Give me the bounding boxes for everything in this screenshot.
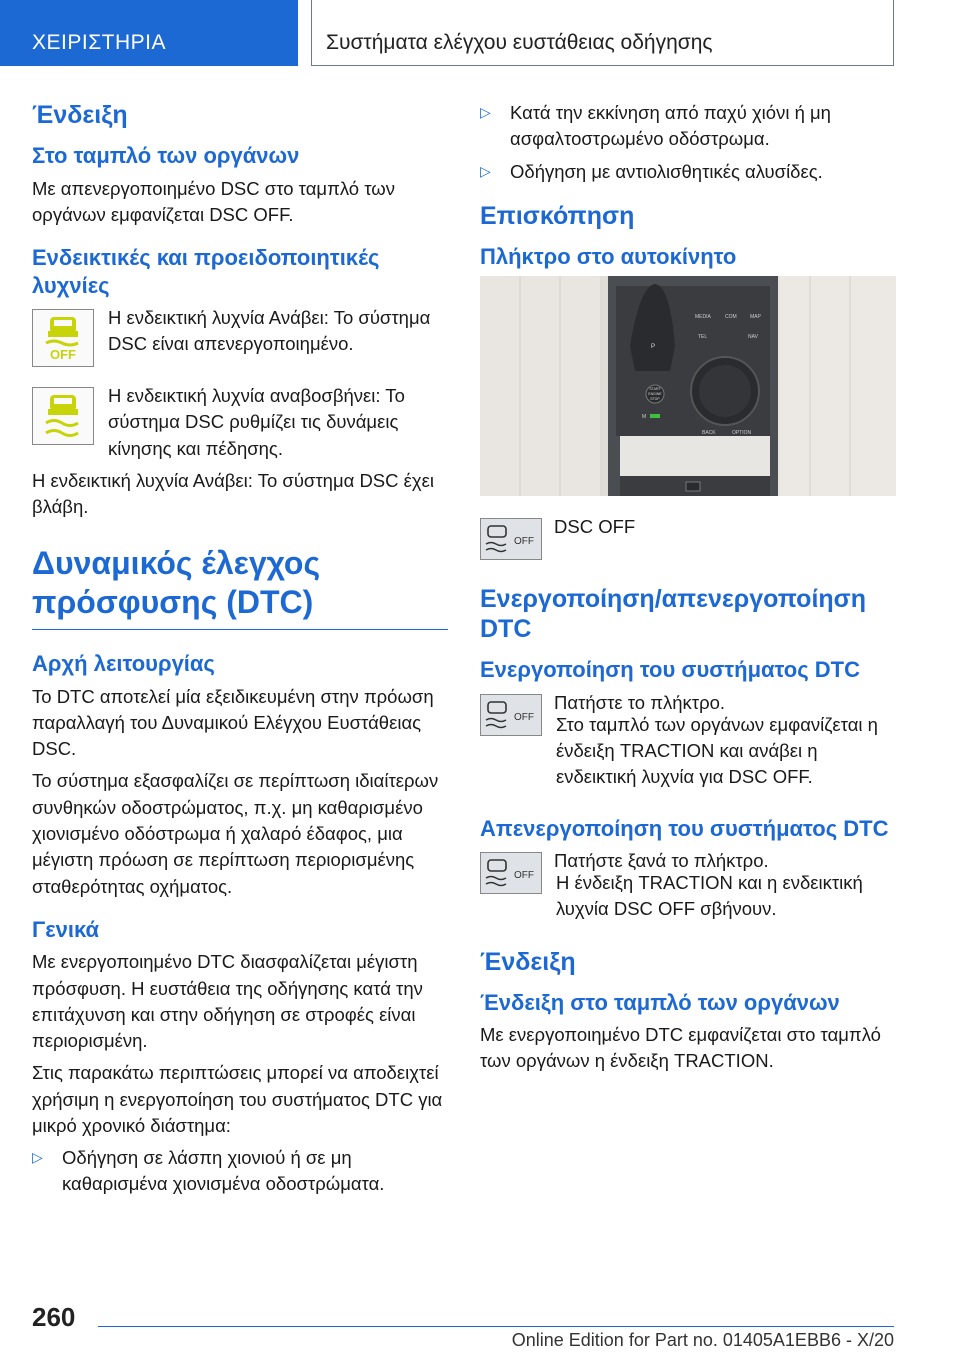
chapter-title: Συστήματα ελέγχου ευστάθειας οδήγησης bbox=[311, 0, 894, 66]
heading-genika: Γενικά bbox=[32, 916, 100, 942]
heading-warning-lights: Ενδεικτικές και προειδοποιητικές λυχνίες bbox=[32, 245, 380, 298]
dsc-off-button-icon bbox=[480, 518, 542, 560]
paragraph-fault: Η ενδεικτική λυχνία Ανάβει: Το σύστημα DSC έχει βλάβη. bbox=[32, 469, 434, 518]
press-key-again-text: Πατήστε ξανά το πλήκτρο. bbox=[554, 850, 769, 872]
page-header bbox=[0, 0, 960, 66]
svg-text:COM: COM bbox=[725, 314, 737, 321]
center-console-photo bbox=[480, 276, 896, 496]
triangle-bullet-icon: ▷ bbox=[480, 104, 491, 120]
bullet-text: Οδήγηση σε λάσπη χιονιού ή σε μη καθαρισμένα χιονισμένα οδοστρώματα. bbox=[62, 1147, 385, 1195]
indicator-light-on-text: Η ενδεικτική λυχνία Ανάβει: Το σύστημα DSC είναι απενεργοποιημένο. bbox=[108, 307, 431, 355]
paragraph-traction: Με ενεργοποιημένο DTC εμφανίζεται στο ταμπλό των οργάνων η ένδειξη TRACTION. bbox=[480, 1024, 881, 1072]
list-item bbox=[480, 100, 896, 153]
dtc-off-description: Η ένδειξη TRACTION και η ενδεικτική λυχνία DSC OFF σβήνουν. bbox=[556, 872, 863, 920]
svg-text:OPTION: OPTION bbox=[732, 430, 752, 437]
left-column bbox=[32, 100, 448, 1204]
dtc-on-description: Στο ταμπλό των οργάνων εμφανίζεται η ένδειξη TRACTION και ανάβει η ενδεικτική λυχνία για DSC OFF. bbox=[556, 713, 878, 788]
heading-episkopisi: Επισκόπηση bbox=[480, 201, 635, 230]
svg-text:M: M bbox=[642, 414, 647, 421]
heading-endeixi-tamplo: Ένδειξη στο ταμπλό των οργάνων bbox=[480, 989, 840, 1015]
indicator-light-blink-row bbox=[32, 383, 448, 462]
dsc-off-warning-icon bbox=[32, 309, 94, 367]
section-tab: ΧΕΙΡΙΣΤΗΡΙΑ bbox=[0, 0, 298, 66]
dsc-off-key-row bbox=[480, 514, 896, 560]
svg-text:OFF: OFF bbox=[514, 870, 534, 882]
dsc-off-button-icon bbox=[480, 694, 542, 736]
heading-plhktro: Πλήκτρο στο αυτοκίνητο bbox=[480, 243, 737, 269]
svg-text:BACK: BACK bbox=[702, 430, 716, 437]
heading-arxi: Αρχή λειτουργίας bbox=[32, 651, 215, 677]
heading-tamplo: Στο ταμπλό των οργάνων bbox=[32, 143, 300, 168]
paragraph-arxi-2: Το σύστημα εξασφαλίζει σε περίπτωση ιδιαίτερων συνθηκών οδοστρώματος, π.χ. μη καθαρισμένο χιονισμένο οδόστρωμα ή χαλαρό έδαφος, μια μέγιστη πρόωση σε περίπτωση περιορισμένης σταθερότητας οχήματος. bbox=[32, 770, 439, 897]
svg-text:OFF: OFF bbox=[50, 347, 76, 363]
bullet-text: Κατά την εκκίνηση από παχύ χιόνι ή μη ασφαλτοστρωμένο οδόστρωμα. bbox=[510, 102, 831, 150]
paragraph-genika-1: Με ενεργοποιημένο DTC διασφαλίζεται μέγιστη πρόσφυση. Η ευστάθεια της οδήγησης κατά την επιτάχυνση και στην οδήγηση σε στροφές είναι περιορισμένη. bbox=[32, 951, 423, 1052]
heading-endeixi: Ένδειξη bbox=[32, 101, 128, 129]
paragraph-dsc-off: Με απενεργοποιημένο DSC στο ταμπλό των οργάνων εμφανίζεται DSC OFF. bbox=[32, 177, 395, 225]
right-column bbox=[480, 100, 896, 1081]
svg-text:OFF: OFF bbox=[514, 711, 534, 723]
heading-dtc-off: Απενεργοποίηση του συστήματος DTC bbox=[480, 815, 889, 841]
svg-text:NAV: NAV bbox=[748, 334, 758, 341]
indicator-light-blink-text: Η ενδεικτική λυχνία αναβοσβήνει: Το σύστημα DSC ρυθμίζει τις δυνάμεις κίνησης και πέδησης. bbox=[108, 385, 405, 459]
edition-text: Online Edition for Part no. 01405A1EBB6 - X/20 bbox=[511, 1330, 894, 1350]
svg-text:STOP: STOP bbox=[650, 397, 660, 402]
paragraph-arxi-1: Το DTC αποτελεί μία εξειδικευμένη στην πρόωση παραλλαγή του Δυναμικού Ελέγχου Ευστάθειας DSC. bbox=[32, 685, 434, 760]
svg-text:TEL: TEL bbox=[698, 334, 708, 341]
heading-dtc: Δυναμικός έλεγχος πρόσφυσης (DTC) bbox=[32, 544, 448, 630]
footer-divider bbox=[98, 1326, 894, 1327]
paragraph-genika-2: Στις παρακάτω περιπτώσεις μπορεί να αποδειχτεί χρήσιμη η ενεργοποίηση του συστήματος DTC για μικρό χρονικό διάστημα: bbox=[32, 1062, 443, 1136]
page-footer bbox=[0, 1300, 960, 1362]
heading-dtc-on: Ενεργοποίηση του συστήματος DTC bbox=[480, 657, 860, 683]
dsc-active-warning-icon bbox=[32, 387, 94, 445]
svg-text:START: START bbox=[649, 387, 661, 392]
bullet-text: Οδήγηση με αντιολισθητικές αλυσίδες. bbox=[510, 160, 823, 182]
svg-text:MEDIA: MEDIA bbox=[695, 314, 711, 321]
heading-endeixi-2: Ένδειξη bbox=[480, 947, 576, 976]
list-item bbox=[480, 159, 896, 185]
heading-activate-dtc: Ενεργοποίηση/απενεργοποίηση DTC bbox=[480, 585, 867, 644]
triangle-bullet-icon: ▷ bbox=[480, 162, 491, 179]
list-item bbox=[32, 1145, 448, 1198]
page-number: 260 bbox=[32, 1302, 76, 1332]
dsc-off-label: DSC OFF bbox=[554, 516, 636, 538]
svg-text:MAP: MAP bbox=[750, 314, 761, 321]
svg-text:ENGINE: ENGINE bbox=[648, 392, 662, 397]
svg-text:P: P bbox=[650, 344, 656, 351]
press-key-text: Πατήστε το πλήκτρο. bbox=[554, 691, 726, 713]
triangle-bullet-icon: ▷ bbox=[32, 1149, 43, 1166]
dsc-off-button-icon bbox=[480, 852, 542, 894]
indicator-light-off-row bbox=[32, 305, 448, 367]
svg-text:OFF: OFF bbox=[514, 536, 534, 548]
